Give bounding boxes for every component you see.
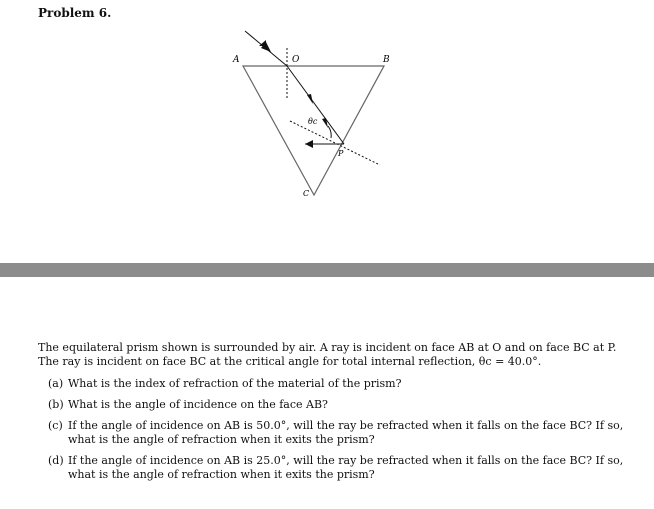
question-b — [48, 398, 638, 412]
question-text: If the angle of incidence on AB is 25.0°, will the ray be refracted when it falls on the face BC? If so, what is the angle of refraction when it exits the prism? — [68, 454, 624, 481]
question-label: (d) — [48, 454, 64, 467]
problem-text — [38, 341, 638, 489]
refracted-ray — [287, 66, 344, 144]
question-d — [48, 454, 638, 482]
reflected-ray-arrowhead — [305, 140, 313, 148]
point-p-label: P — [338, 149, 344, 158]
critical-angle-arc — [328, 126, 331, 138]
theta-c-label: θc — [308, 117, 318, 126]
intro-line-2: The ray is incident on face BC at the critical angle for total internal reflection, θc = 40.0°. — [38, 355, 542, 368]
question-text: What is the index of refraction of the material of the prism? — [68, 377, 402, 390]
vertex-a-label: A — [233, 55, 240, 65]
vertex-c-label: C — [303, 189, 310, 198]
vertex-b-label: B — [383, 55, 390, 65]
normal-at-p — [290, 121, 380, 165]
question-text: What is the angle of incidence on the face AB? — [68, 398, 328, 411]
prism-triangle — [243, 66, 384, 195]
refracted-ray-arrowhead-1 — [307, 94, 313, 104]
question-label: (b) — [48, 398, 64, 411]
question-c — [48, 419, 638, 447]
problem-title: Problem 6. — [38, 6, 112, 20]
intro-line-1: The equilateral prism shown is surrounded by air. A ray is incident on face AB at O and on face BC at P. — [38, 341, 617, 354]
section-divider — [0, 263, 654, 277]
question-text: If the angle of incidence on AB is 50.0°, will the ray be refracted when it falls on the face BC? If so, what is the angle of refraction when it exits the prism? — [68, 419, 624, 446]
refracted-ray-arrowhead-2 — [322, 118, 328, 128]
question-list — [38, 377, 638, 482]
point-o-label: O — [292, 55, 300, 65]
question-label: (c) — [48, 419, 63, 432]
question-label: (a) — [48, 377, 64, 390]
question-a — [48, 377, 638, 391]
problem-intro — [38, 341, 638, 369]
